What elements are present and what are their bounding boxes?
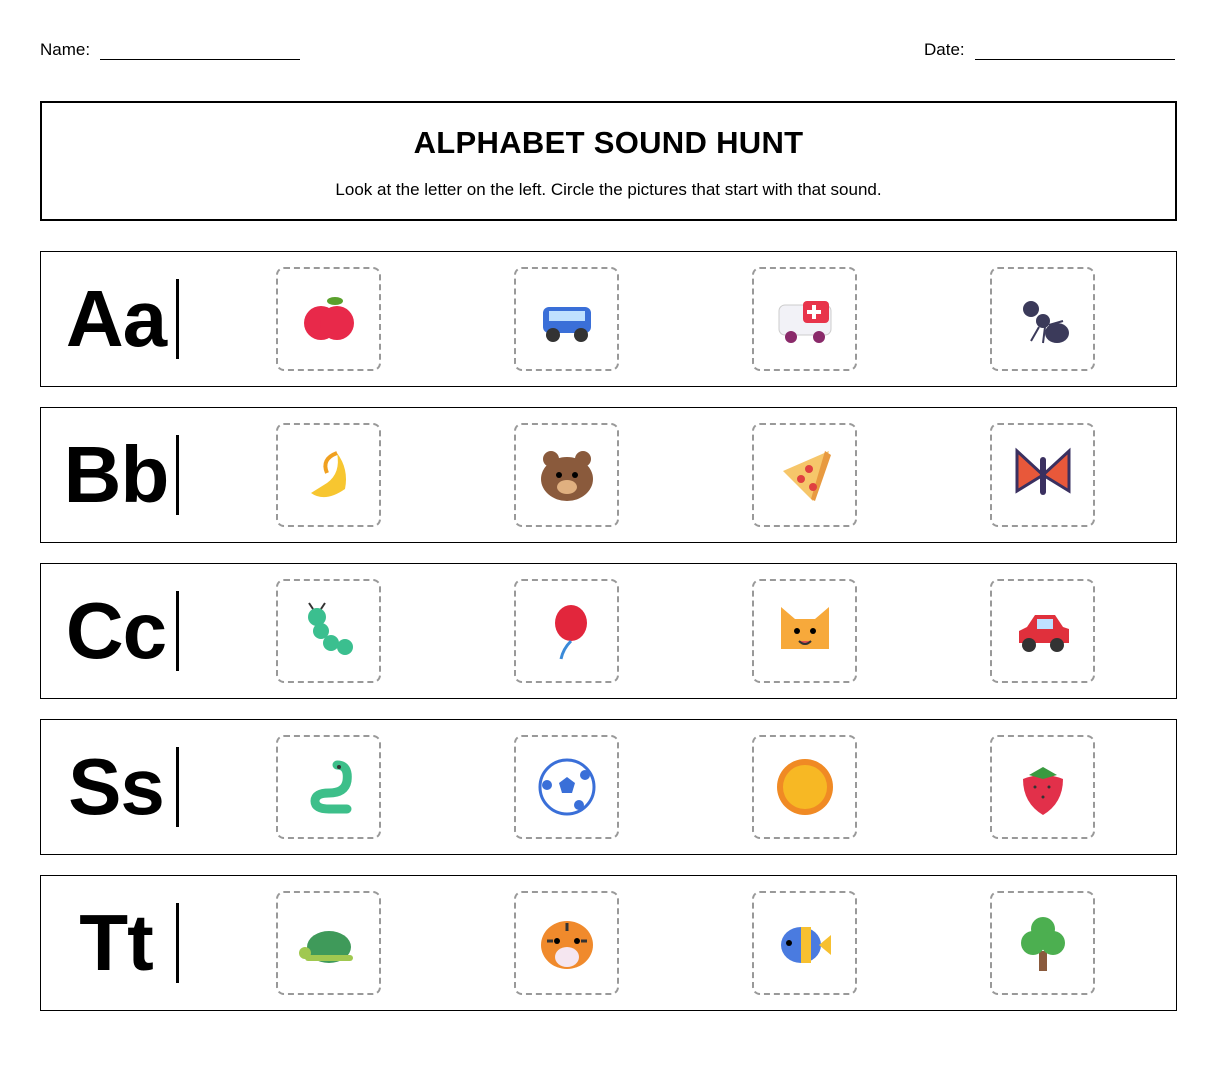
strawberry-icon <box>1011 755 1075 819</box>
tree-icon <box>1011 911 1075 975</box>
ant-icon <box>1011 287 1075 351</box>
banana-icon <box>297 443 361 507</box>
picture-option[interactable] <box>276 267 381 371</box>
sun-icon <box>773 755 837 819</box>
picture-option[interactable] <box>514 267 619 371</box>
letter-row <box>40 719 1177 855</box>
jeep-icon <box>535 287 599 351</box>
picture-option[interactable] <box>990 891 1095 995</box>
divider <box>176 903 179 983</box>
turtle-icon <box>297 911 361 975</box>
picture-option[interactable] <box>276 579 381 683</box>
divider <box>176 591 179 671</box>
name-label: Name: <box>40 40 91 59</box>
letter-label: Tt <box>79 898 153 987</box>
letter-label: Ss <box>68 742 164 831</box>
instructions: Look at the letter on the left. Circle the pictures that start with that sound. <box>335 180 882 199</box>
balloon-icon <box>535 599 599 663</box>
tiger-icon <box>535 911 599 975</box>
ambulance-icon <box>773 287 837 351</box>
name-field[interactable] <box>40 40 300 60</box>
divider <box>176 747 179 827</box>
car-icon <box>1011 599 1075 663</box>
worksheet-title: ALPHABET SOUND HUNT <box>413 125 804 160</box>
picture-option[interactable] <box>752 735 857 839</box>
pizza-icon <box>773 443 837 507</box>
letter-label: Cc <box>65 586 167 675</box>
picture-option[interactable] <box>514 423 619 527</box>
header-box <box>40 101 1177 221</box>
picture-option[interactable] <box>752 267 857 371</box>
date-label: Date: <box>924 40 965 59</box>
picture-option[interactable] <box>752 579 857 683</box>
fish-icon <box>773 911 837 975</box>
picture-option[interactable] <box>514 579 619 683</box>
picture-option[interactable] <box>752 891 857 995</box>
divider <box>176 435 179 515</box>
soccer-ball-icon <box>535 755 599 819</box>
picture-option[interactable] <box>990 267 1095 371</box>
picture-option[interactable] <box>276 423 381 527</box>
picture-option[interactable] <box>990 579 1095 683</box>
picture-option[interactable] <box>514 735 619 839</box>
cat-icon <box>773 599 837 663</box>
letter-label: Aa <box>65 274 167 363</box>
letter-row <box>40 407 1177 543</box>
letter-label: Bb <box>63 430 169 519</box>
caterpillar-icon <box>297 599 361 663</box>
butterfly-icon <box>1011 443 1075 507</box>
letter-row <box>40 875 1177 1011</box>
apple-icon <box>297 287 361 351</box>
letter-row <box>40 563 1177 699</box>
picture-option[interactable] <box>276 735 381 839</box>
divider <box>176 279 179 359</box>
picture-option[interactable] <box>514 891 619 995</box>
picture-option[interactable] <box>752 423 857 527</box>
picture-option[interactable] <box>990 735 1095 839</box>
picture-option[interactable] <box>276 891 381 995</box>
date-line[interactable] <box>975 40 1175 60</box>
date-field[interactable] <box>924 40 1175 60</box>
bear-icon <box>535 443 599 507</box>
snake-icon <box>297 755 361 819</box>
letter-row <box>40 251 1177 387</box>
name-line[interactable] <box>100 40 300 60</box>
picture-option[interactable] <box>990 423 1095 527</box>
